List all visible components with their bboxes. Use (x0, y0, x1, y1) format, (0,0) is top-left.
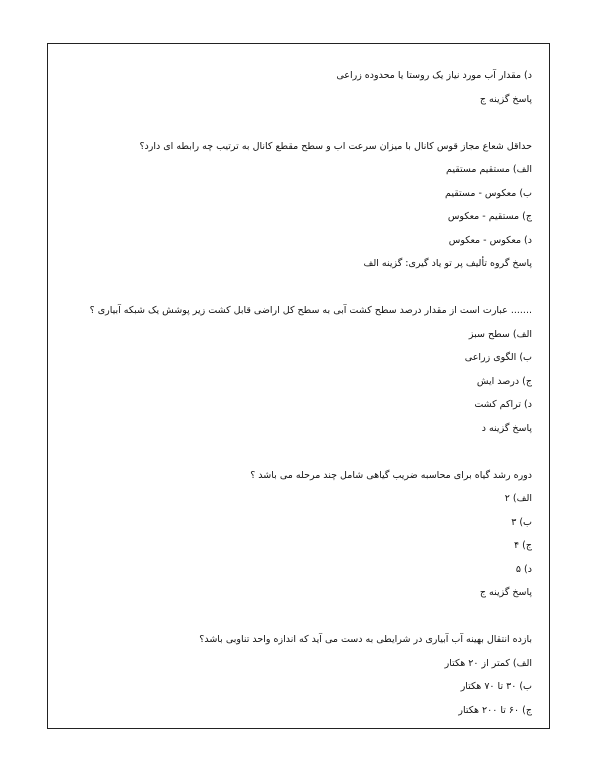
answer-line: پاسخ گزینه ج (479, 93, 532, 105)
answer-line: پاسخ گروه تألیف پر تو یاد گیری: گزینه الف (363, 258, 532, 269)
option-c: ج) مستقیم - معکوس (447, 211, 532, 222)
option-c: ج) ۶۰ تا ۲۰۰ هکتار (458, 704, 532, 716)
option-d: د) مقدار آب مورد نیاز یک روستا یا محدوده زراعی (336, 70, 532, 81)
option-b: ب) ۳ (511, 516, 532, 528)
document-content (60, 64, 532, 722)
option-b: ب) ۳۰ تا ۷۰ هکتار (460, 681, 532, 692)
question-text: حداقل شعاع مجاز قوس کانال با میزان سرعت اب و سطح مقطع کانال به ترتیب چه رابطه ای دارد؟ (139, 140, 532, 152)
block-1 (60, 64, 532, 111)
option-a: الف) سطح سبز (468, 328, 532, 340)
question-block-canal-radius (60, 135, 532, 276)
question-block-growth-stages (60, 464, 532, 605)
question-block-irrigated-area (60, 299, 532, 440)
spacer (60, 440, 532, 464)
option-b: ب) الگوی زراعی (464, 352, 532, 363)
option-c: ج) ۴ (514, 540, 532, 551)
question-text: ....... عبارت است از مقدار درصد سطح کشت آبی به سطح کل اراضی قابل کشت زیر پوشش یک شبکه آبیاری ؟ (89, 305, 532, 316)
option-d: د) تراکم کشت (474, 399, 532, 410)
option-a: الف) مستقیم مستقیم (446, 164, 532, 175)
option-d: د) ۵ (515, 563, 532, 575)
option-c: ج) درصد ایش (476, 375, 532, 387)
spacer (60, 111, 532, 135)
spacer (60, 605, 532, 629)
answer-line: پاسخ گزینه د (481, 422, 532, 434)
question-text: بازده انتقال بهینه آب آبیاری در شرایطی به دست می آید که اندازه واحد تناوبی باشد؟ (199, 634, 532, 645)
option-d: د) معکوس - معکوس (448, 234, 532, 246)
option-a: الف) ۲ (504, 493, 532, 504)
question-block-conveyance-efficiency (60, 628, 532, 722)
answer-line: پاسخ گزینه ج (479, 587, 532, 598)
spacer (60, 276, 532, 300)
question-text: دوره رشد گیاه برای محاسبه ضریب گیاهی شامل چند مرحله می باشد ؟ (250, 469, 532, 481)
option-a: الف) کمتر از ۲۰ هکتار (444, 657, 532, 669)
option-b: ب) معکوس - مستقیم (445, 187, 532, 199)
